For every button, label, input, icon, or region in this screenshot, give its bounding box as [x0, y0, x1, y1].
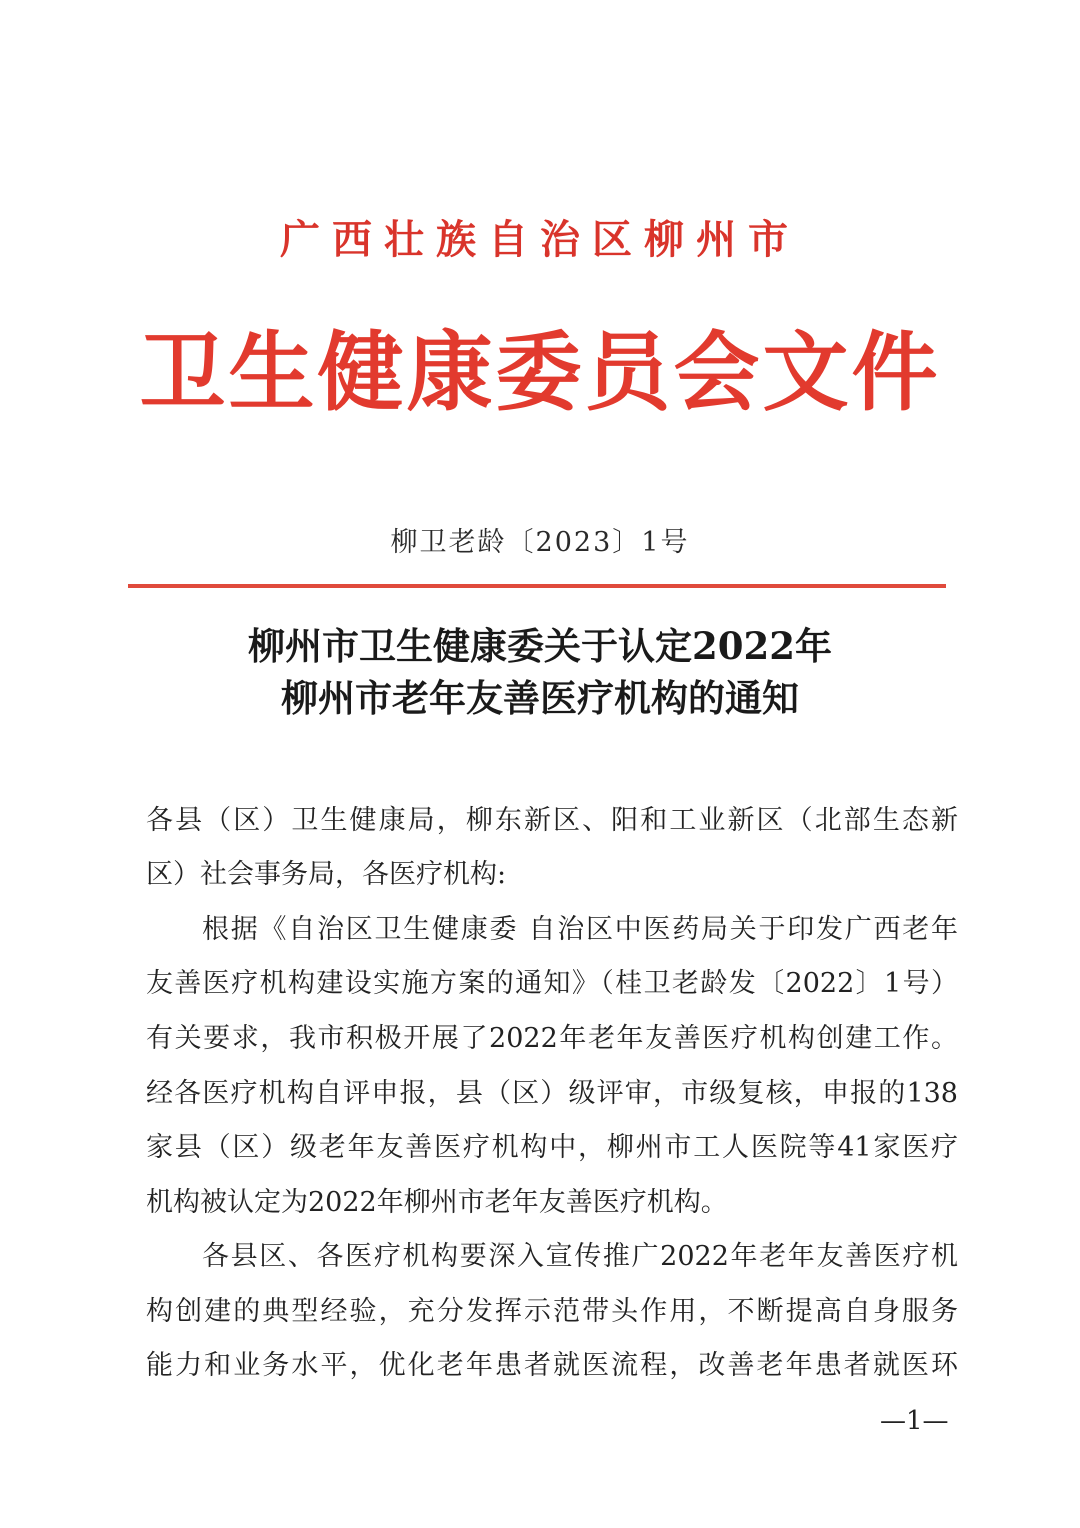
body-line: 各县区、各医疗机构要深入宣传推广2022年老年友善医疗机: [202, 1241, 958, 1272]
page-number: —1—: [880, 1406, 949, 1436]
body-line: 能力和业务水平，优化老年患者就医流程，改善老年患者就医环: [146, 1350, 958, 1381]
title-line-2: 柳州市老年友善医疗机构的通知: [281, 676, 799, 720]
body-line: 友善医疗机构建设实施方案的通知》（桂卫老龄发〔2022〕1号）: [146, 968, 958, 999]
red-divider: [128, 584, 946, 588]
body-line: 有关要求，我市积极开展了2022年老年友善医疗机构创建工作。: [146, 1023, 958, 1054]
body-line: 各县（区）卫生健康局，柳东新区、阳和工业新区（北部生态新: [146, 805, 958, 836]
body-line: 经各医疗机构自评申报，县（区）级评审，市级复核，申报的138: [146, 1078, 958, 1109]
title-line-1: 柳州市卫生健康委关于认定2022年: [248, 624, 832, 668]
issuer-region: 广西壮族自治区柳州市: [280, 217, 800, 263]
body-line: 机构被认定为2022年柳州市老年友善医疗机构。: [146, 1187, 728, 1218]
body-line: 构创建的典型经验，充分发挥示范带头作用，不断提高自身服务: [146, 1296, 958, 1327]
body-line: 根据《自治区卫生健康委 自治区中医药局关于印发广西老年: [202, 914, 958, 945]
body-line: 区）社会事务局，各医疗机构:: [146, 859, 507, 890]
document-number: 柳卫老龄〔2023〕1号: [390, 527, 690, 558]
body-line: 家县（区）级老年友善医疗机构中，柳州市工人医院等41家医疗: [146, 1132, 958, 1163]
issuer-name: 卫生健康委员会文件: [139, 323, 941, 423]
document-title: [0, 620, 1080, 724]
